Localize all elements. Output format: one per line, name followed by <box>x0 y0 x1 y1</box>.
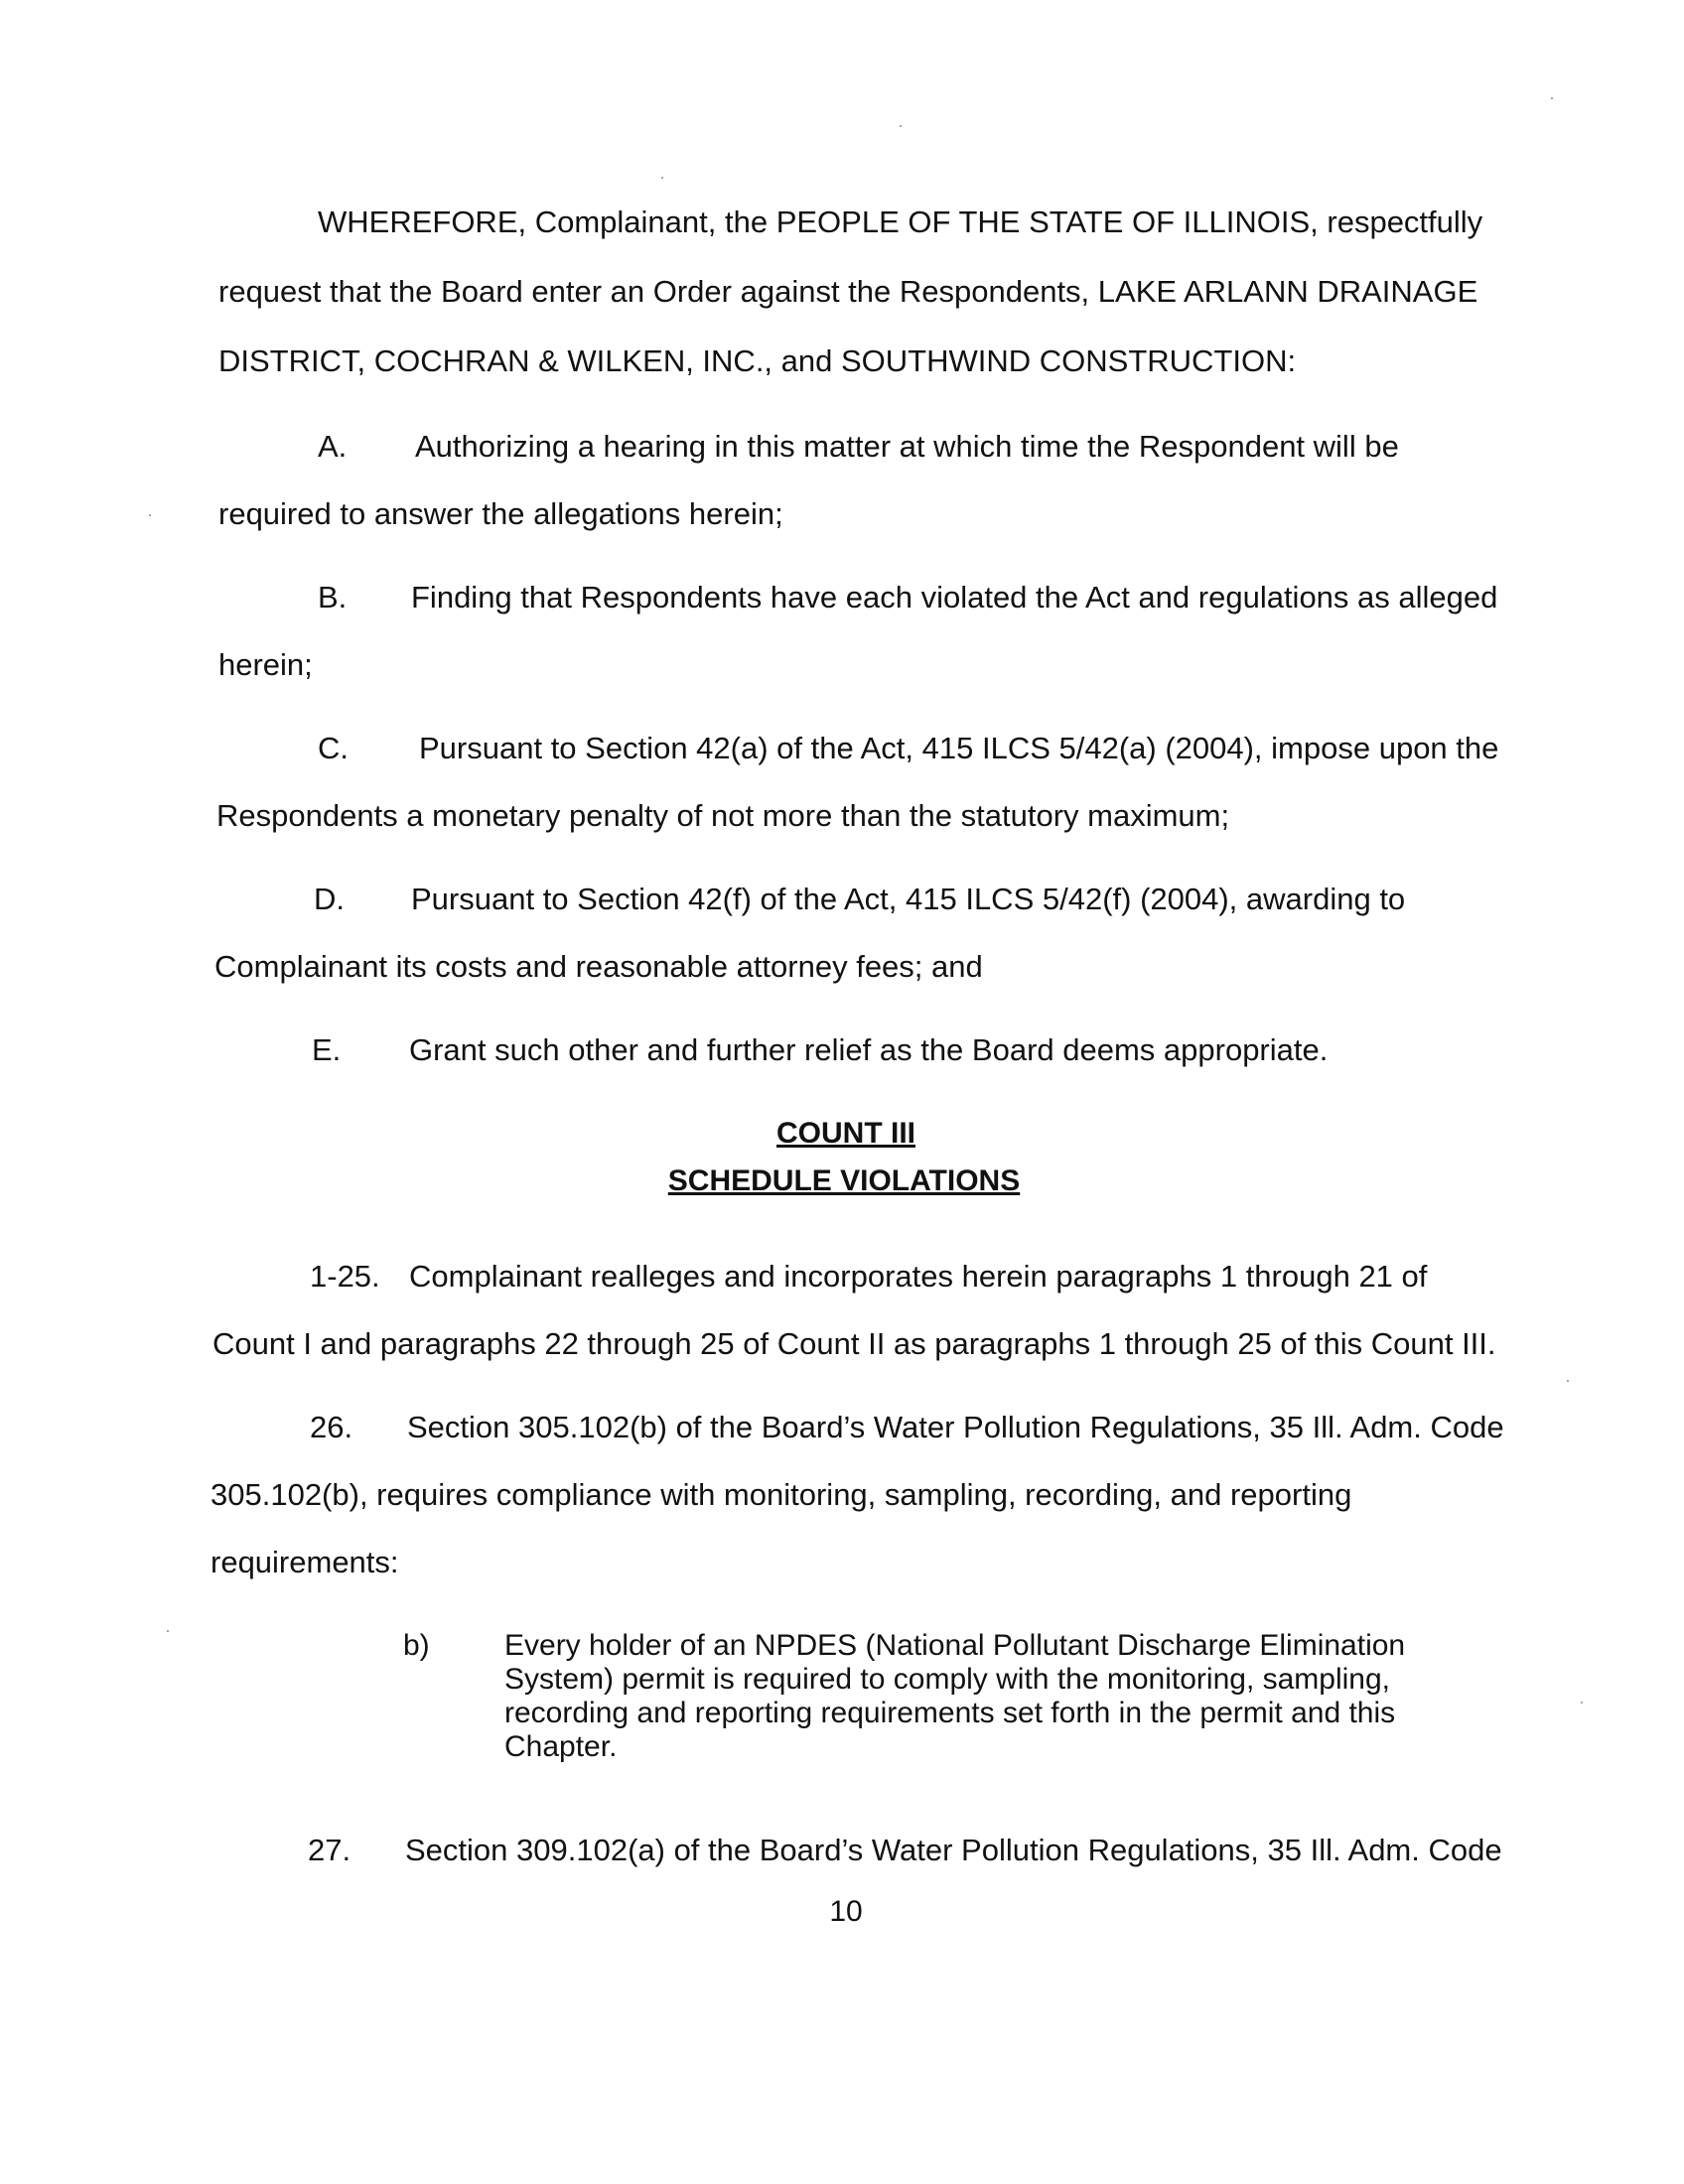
count-title: COUNT III <box>776 1117 915 1150</box>
scan-speck <box>167 1630 169 1632</box>
relief-item-b-line-2: herein; <box>218 647 313 682</box>
relief-item-b-label: B. <box>318 580 348 614</box>
quoted-regulation-line-4: Chapter. <box>504 1730 618 1763</box>
relief-item-d-line-1: Pursuant to Section 42(f) of the Act, 415 ILCS 5/42(f) (2004), awarding to <box>411 882 1406 916</box>
scan-speck <box>900 125 902 127</box>
relief-item-d-line-2: Complainant its costs and reasonable attorney fees; and <box>214 949 983 984</box>
scan-speck <box>1567 1380 1569 1382</box>
relief-item-c-line-2: Respondents a monetary penalty of not more than the statutory maximum; <box>216 798 1230 833</box>
scan-speck <box>149 514 151 516</box>
quoted-regulation-line-3: recording and reporting requirements set forth in the permit and this <box>504 1697 1396 1729</box>
relief-item-e-line-1: Grant such other and further relief as the Board deems appropriate. <box>409 1032 1329 1067</box>
paragraph-27-line-1: Section 309.102(a) of the Board’s Water Pollution Regulations, 35 Ill. Adm. Code <box>405 1833 1502 1867</box>
relief-item-d-label: D. <box>314 882 345 916</box>
page-number: 10 <box>829 1895 863 1928</box>
relief-item-a-label: A. <box>318 429 348 464</box>
wherefore-line-2: request that the Board enter an Order against the Respondents, LAKE ARLANN DRAINAGE <box>218 274 1478 309</box>
relief-item-b-line-1: Finding that Respondents have each violated the Act and regulations as alleged <box>411 580 1498 614</box>
paragraph-26-number: 26. <box>310 1410 353 1444</box>
relief-item-c-label: C. <box>318 731 349 765</box>
scan-speck <box>1551 97 1553 99</box>
scan-speck <box>661 177 663 179</box>
wherefore-line-1: WHEREFORE, Complainant, the PEOPLE OF THE STATE OF ILLINOIS, respectfully <box>318 205 1483 239</box>
quoted-regulation-line-2: System) permit is required to comply with the monitoring, sampling, <box>504 1663 1391 1696</box>
relief-item-a-line-2: required to answer the allegations herein; <box>218 496 783 531</box>
relief-item-e-label: E. <box>312 1032 342 1067</box>
quoted-regulation-label: b) <box>403 1629 430 1662</box>
paragraph-26-line-1: Section 305.102(b) of the Board’s Water Pollution Regulations, 35 Ill. Adm. Code <box>407 1410 1504 1444</box>
paragraph-27-number: 27. <box>308 1833 351 1867</box>
relief-item-c-line-1: Pursuant to Section 42(a) of the Act, 415 ILCS 5/42(a) (2004), impose upon the <box>419 731 1499 765</box>
count-subtitle: SCHEDULE VIOLATIONS <box>667 1164 1021 1197</box>
quoted-regulation-line-1: Every holder of an NPDES (National Pollutant Discharge Elimination <box>504 1629 1406 1662</box>
paragraph-1-25-number: 1-25. <box>310 1259 380 1294</box>
paragraph-1-25-line-1: Complainant realleges and incorporates herein paragraphs 1 through 21 of <box>409 1259 1428 1294</box>
relief-item-a-line-1: Authorizing a hearing in this matter at which time the Respondent will be <box>415 429 1399 464</box>
scan-speck <box>1581 1702 1583 1704</box>
paragraph-1-25-line-2: Count I and paragraphs 22 through 25 of Count II as paragraphs 1 through 25 of this Count III. <box>212 1326 1496 1361</box>
wherefore-line-3: DISTRICT, COCHRAN & WILKEN, INC., and SOUTHWIND CONSTRUCTION: <box>218 343 1297 378</box>
paragraph-26-line-2: 305.102(b), requires compliance with monitoring, sampling, recording, and reporting <box>210 1477 1352 1512</box>
paragraph-26-line-3: requirements: <box>210 1545 399 1579</box>
